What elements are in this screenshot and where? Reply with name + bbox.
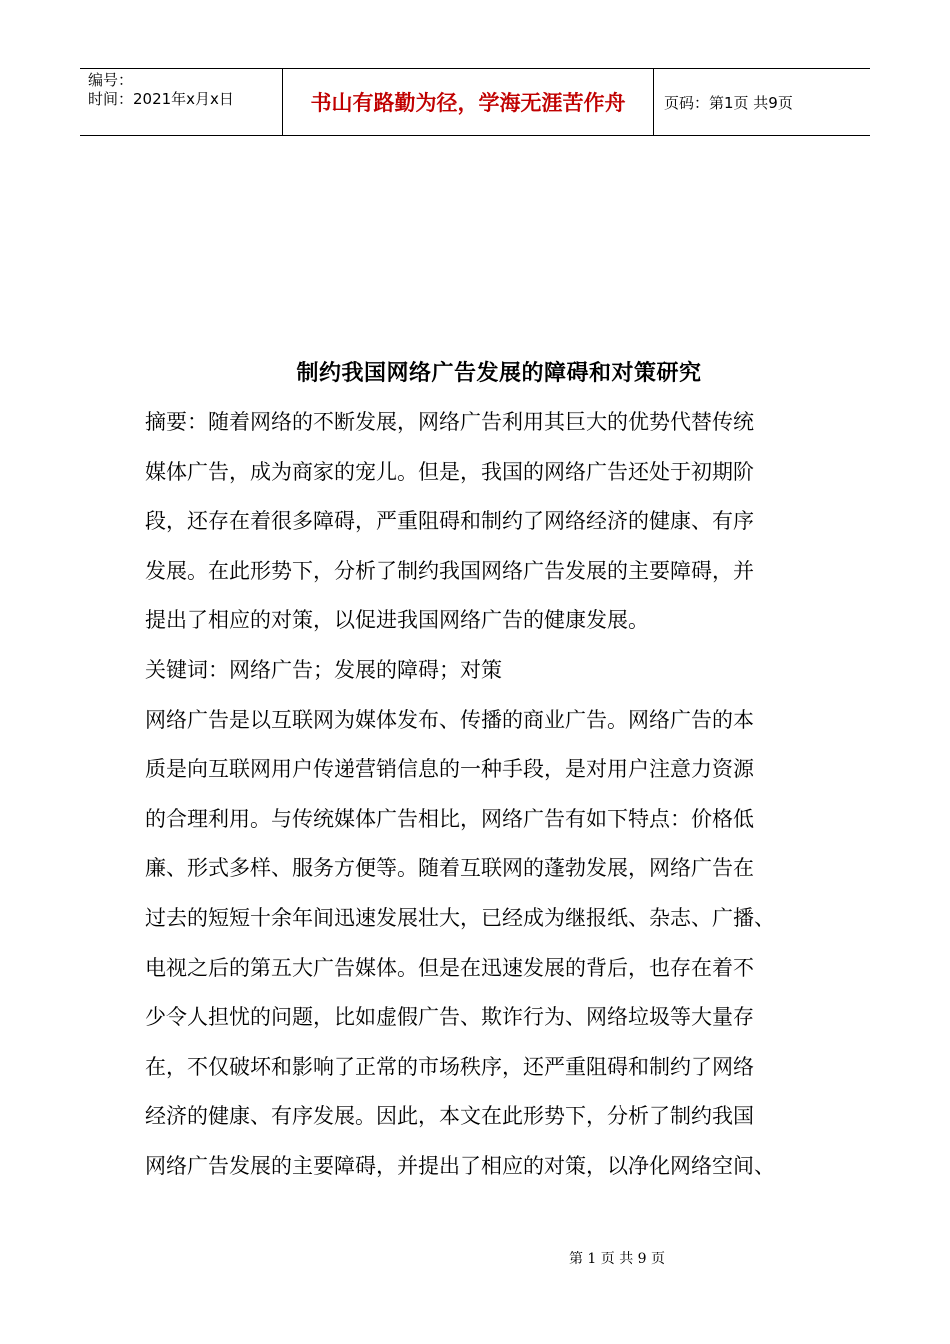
document-title: 制约我国网络广告发展的障碍和对策研究 <box>296 361 702 386</box>
text-line: 网络广告是以互联网为媒体发布、传播的商业广告。网络广告的本 <box>145 707 754 732</box>
text-line: 发展。在此形势下，分析了制约我国网络广告发展的主要障碍，并 <box>145 558 754 583</box>
text-line: 电视之后的第五大广告媒体。但是在迅速发展的背后，也存在着不 <box>145 955 754 980</box>
date-label: 时间：2021年x月x日 <box>88 90 234 108</box>
text-line: 过去的短短十余年间迅速发展壮大，已经成为继报纸、杂志、广播、 <box>145 905 775 930</box>
page-header <box>80 68 870 136</box>
text-line: 廉、形式多样、服务方便等。随着互联网的蓬勃发展，网络广告在 <box>145 856 754 881</box>
text-line: 摘要：随着网络的不断发展，网络广告利用其巨大的优势代替传统 <box>145 410 754 434</box>
text-line: 提出了相应的对策，以促进我国网络广告的健康发展。 <box>145 608 649 633</box>
text-line: 网络广告发展的主要障碍，并提出了相应的对策，以净化网络空间、 <box>145 1153 775 1178</box>
text-line: 经济的健康、有序发展。因此，本文在此形势下，分析了制约我国 <box>145 1104 754 1129</box>
page-footer: 第 1 页 共 9 页 <box>568 1251 666 1267</box>
text-line: 在，不仅破坏和影响了正常的市场秩序，还严重阻碍和制约了网络 <box>145 1054 754 1079</box>
text-line: 质是向互联网用户传递营销信息的一种手段，是对用户注意力资源 <box>145 757 754 782</box>
text-line: 媒体广告，成为商家的宠儿。但是，我国的网络广告还处于初期阶 <box>145 459 754 484</box>
serial-number-label: 编号： <box>88 71 134 89</box>
text-line: 少令人担忧的问题，比如虚假广告、欺诈行为、网络垃圾等大量存 <box>145 1005 754 1030</box>
header-motto: 书山有路勤为径，学海无涯苦作舟 <box>282 69 654 135</box>
header-page-info: 页码：第1页 共9页 <box>664 93 793 112</box>
text-line: 的合理利用。与传统媒体广告相比，网络广告有如下特点：价格低 <box>145 806 754 831</box>
text-line: 段，还存在着很多障碍，严重阻碍和制约了网络经济的健康、有序 <box>145 509 754 534</box>
keywords-line: 关键词：网络广告；发展的障碍；对策 <box>145 657 502 682</box>
document-body <box>145 402 829 1196</box>
header-meta <box>80 69 282 135</box>
